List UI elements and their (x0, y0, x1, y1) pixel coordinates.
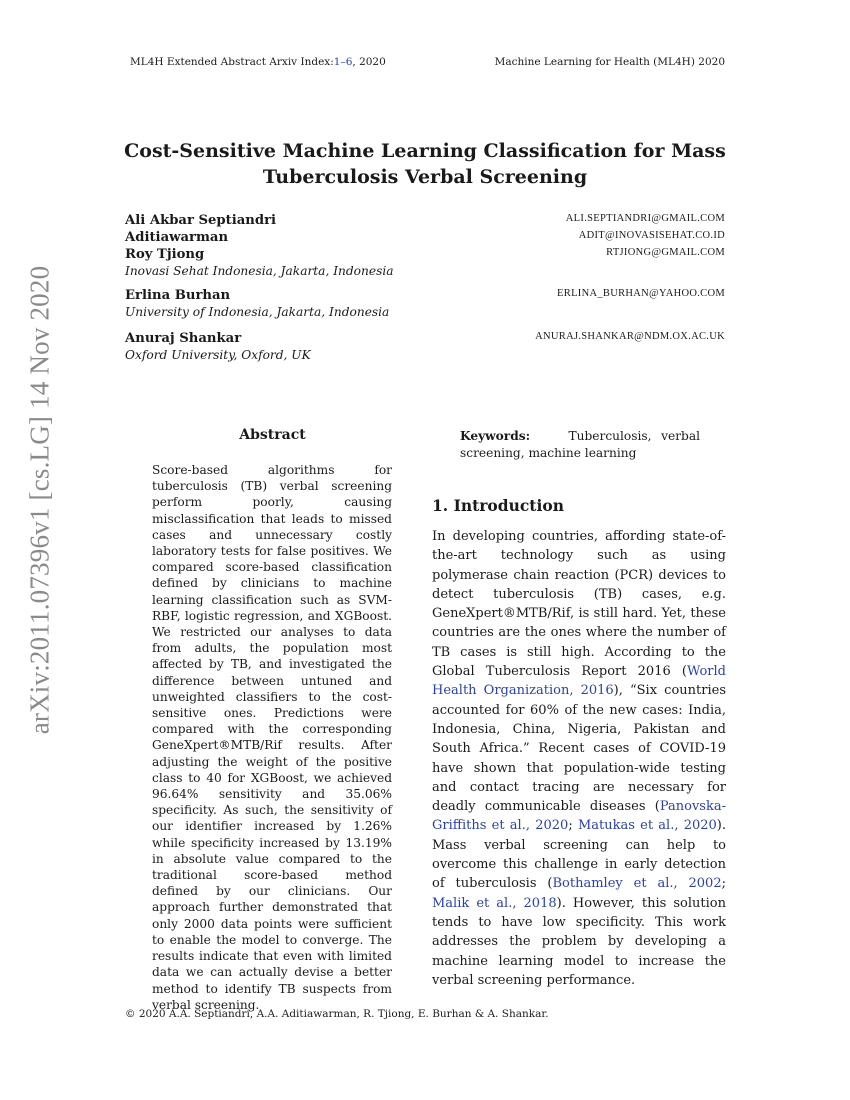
header-year: , 2020 (352, 56, 386, 68)
intro-text: ). Mass verbal screening can help to overcome this challenge in early detection of tuberculosis ( (432, 818, 726, 892)
author-email[interactable]: ANURAJ.SHANKAR@NDM.OX.AC.UK (535, 331, 725, 342)
author-email[interactable]: ADIT@INOVASISEHAT.CO.ID (578, 230, 725, 241)
citation-link[interactable]: Matukas et al., 2020 (577, 818, 717, 834)
author-group-3 (125, 330, 725, 364)
author-row (125, 246, 725, 263)
introduction-body (432, 527, 726, 990)
author-row (125, 229, 725, 246)
citation-link[interactable]: Bothamley et al., 2002 (552, 876, 722, 892)
abstract-body: Score-based algorithms for tuberculosis (TB) verbal screening perform poorly, causing misclassification that leads to missed cases and unnecessary costly laboratory tests for false positives. We compared score-based classification defined by clinicians to machine learning classification such as SVM-RBF, logistic regression, and XGBoost. We restricted our analyses to data from adults, the population most affected by TB, and investigated the difference between untuned and unweighted classifiers to the cost-sensitive ones. Predictions were compared with the corresponding GeneXpert®MTB/Rif results. After adjusting the weight of the positive class to 40 for XGBoost, we achieved 96.64% sensitivity and 35.06% specificity. As such, the sensitivity of our identifier increased by 1.26% while specificity increased by 13.19% in absolute value compared to the traditional score-based method defined by our clinicians. Our approach further demonstrated that only 2000 data points were sufficient to enable the model to converge. The results indicate that even with limited data we can actually devise a better method to identify TB suspects from verbal screening. (152, 463, 392, 1012)
intro-text: In developing countries, affording state-of-the-art technology such as using polymerase chain reaction (PCR) devices to detect tuberculosis (TB) cases, e.g. GeneXpert®MTB/Rif, is still hard. Yet, these countries are the ones where the number of TB cases is still high. According to the Global Tuberculosis Report 2016 ( (432, 529, 726, 680)
author-name: Ali Akbar Septiandri (125, 213, 277, 228)
abstract-heading: Abstract (239, 427, 306, 443)
author-name: Aditiawarman (125, 230, 229, 245)
author-row (125, 330, 725, 347)
keywords-label: Keywords: (460, 429, 531, 443)
page-range-link[interactable]: 1–6 (333, 56, 353, 68)
affiliation: University of Indonesia, Jakarta, Indonesia (125, 305, 390, 319)
title-line-1: Cost-Sensitive Machine Learning Classification for Mass (124, 140, 726, 162)
keywords-text: Tuberculosis, verbal screening, machine learning (460, 429, 700, 460)
author-group-1 (125, 212, 725, 280)
author-row (125, 287, 725, 304)
author-name: Roy Tjiong (125, 247, 205, 262)
citation-link[interactable]: Panovska-Griffiths et al., 2020 (432, 799, 726, 834)
section-heading-introduction: 1. Introduction (432, 496, 564, 515)
author-email[interactable]: ALI.SEPTIANDRI@GMAIL.COM (565, 213, 725, 224)
citation-link[interactable]: Malik et al., 2018 (432, 895, 557, 911)
intro-text: ), “Six countries accounted for 60% of the new cases: India, Indonesia, China, Nigeria, Pakistan and South Africa.” Recent cases of COVID-19 have shown that population-wide testing and contact tracing are necessary for deadly communicable diseases ( (432, 683, 726, 815)
citation-separator: ; (568, 818, 578, 834)
header-venue: ML4H Extended Abstract Arxiv Index: (130, 56, 334, 68)
author-group-2 (125, 287, 725, 321)
intro-text: ). However, this solution tends to have low specificity. This work addresses the problem by developing a machine learning model to increase the verbal screening performance. (432, 895, 726, 988)
affiliation: Inovasi Sehat Indonesia, Jakarta, Indonesia (125, 264, 394, 278)
keywords (460, 428, 700, 461)
author-name: Anuraj Shankar (125, 331, 242, 346)
citation-link[interactable]: World Health Organization, 2016 (432, 664, 726, 699)
paper-title (120, 138, 730, 190)
author-email[interactable]: RTJIONG@GMAIL.COM (606, 247, 725, 258)
arxiv-stamp: arXiv:2011.07396v1 [cs.LG] 14 Nov 2020 (24, 265, 55, 735)
title-line-2: Tuberculosis Verbal Screening (262, 166, 588, 188)
running-header-left (130, 56, 386, 68)
author-email[interactable]: ERLINA_BURHAN@YAHOO.COM (557, 288, 725, 299)
author-name: Erlina Burhan (125, 288, 231, 303)
running-header-right: Machine Learning for Health (ML4H) 2020 (494, 56, 725, 68)
citation-separator: ; (721, 876, 726, 892)
affiliation: Oxford University, Oxford, UK (125, 348, 311, 362)
copyright-footer: © 2020 A.A. Septiandri, A.A. Aditiawarman, R. Tjiong, E. Burhan & A. Shankar. (125, 1008, 549, 1020)
author-row (125, 212, 725, 229)
